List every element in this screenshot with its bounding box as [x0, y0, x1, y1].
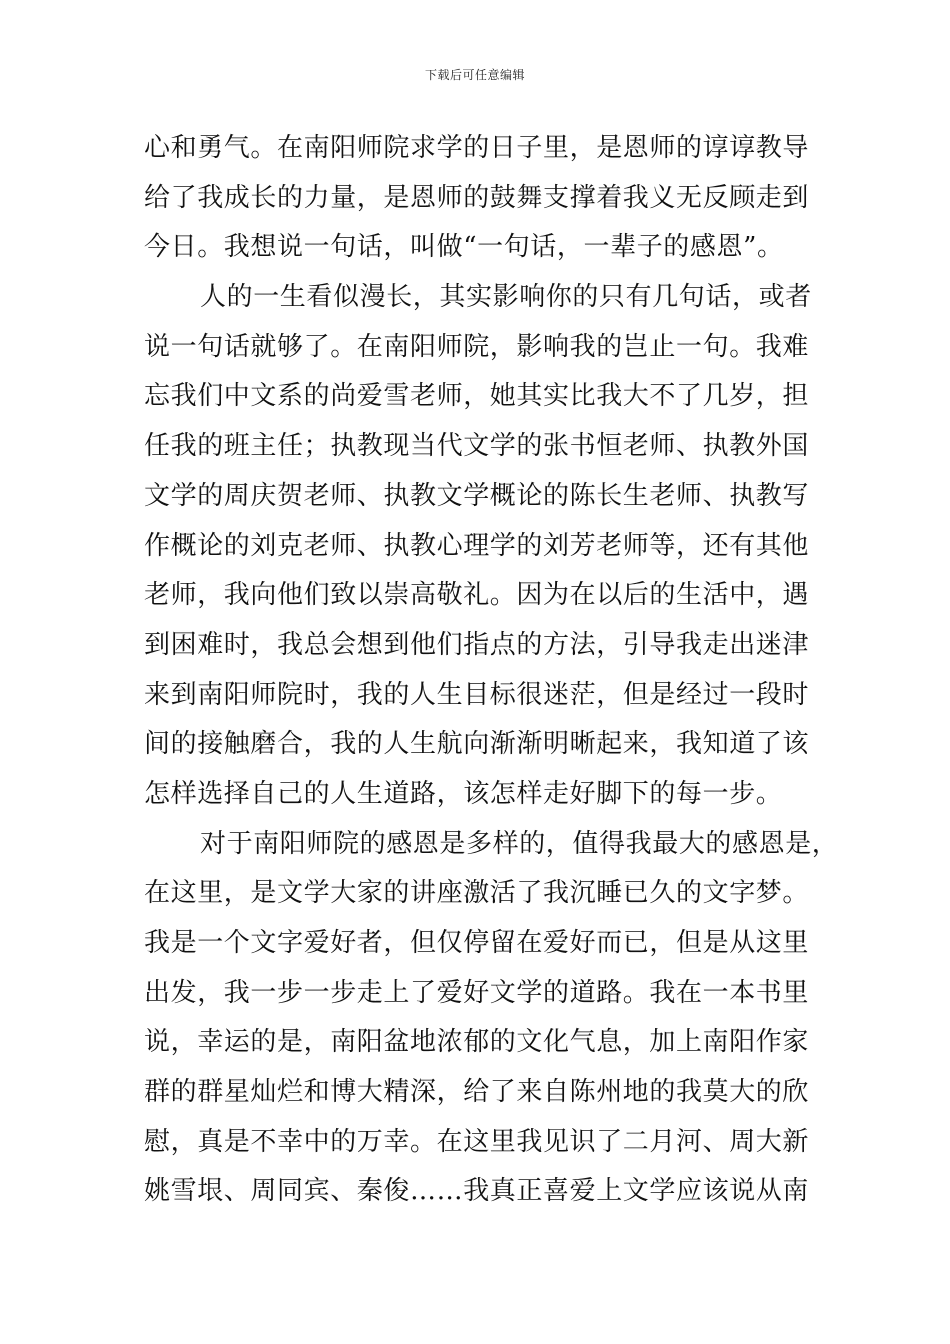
- text-line: 我是一个文字爱好者，但仅停留在爱好而已，但是从这里: [144, 928, 810, 958]
- text-line: 作概论的刘克老师、执教心理学的刘芳老师等，还有其他: [144, 530, 810, 561]
- text-line: 今日。我想说一句话，叫做“一句话，一辈子的感恩”。: [144, 232, 784, 263]
- body-text: [144, 124, 839, 1217]
- text-line: 对于南阳师院的感恩是多样的，值得我最大的感恩是，: [200, 828, 839, 859]
- text-line: 间的接触磨合，我的人生航向渐渐明晰起来，我知道了该: [144, 729, 810, 760]
- text-line: 心和勇气。在南阳师院求学的日子里，是恩师的谆谆教导: [144, 133, 810, 163]
- page-header: 下载后可任意编辑: [424, 68, 525, 82]
- text-line: 任我的班主任；执教现当代文学的张书恒老师、执教外国: [144, 431, 810, 462]
- text-line: 人的一生看似漫长，其实影响你的只有几句话，或者: [200, 282, 812, 313]
- text-line: 怎样选择自己的人生道路，该怎样走好脚下的每一步。: [144, 778, 783, 809]
- text-line: 说，幸运的是，南阳盆地浓郁的文化气息，加上南阳作家: [144, 1027, 810, 1058]
- text-line: 在这里，是文学大家的讲座激活了我沉睡已久的文字梦。: [144, 878, 810, 909]
- text-line: 来到南阳师院时，我的人生目标很迷茫，但是经过一段时: [144, 679, 810, 710]
- text-line: 说一句话就够了。在南阳师院，影响我的岂止一句。我难: [144, 331, 810, 362]
- text-line: 给了我成长的力量，是恩师的鼓舞支撑着我义无反顾走到: [144, 182, 810, 213]
- text-line: 姚雪垠、周同宾、秦俊……我真正喜爱上文学应该说从南: [144, 1176, 810, 1207]
- text-line: 文学的周庆贺老师、执教文学概论的陈长生老师、执教写: [144, 480, 810, 511]
- text-line: 到困难时，我总会想到他们指点的方法，引导我走出迷津: [144, 629, 810, 660]
- text-line: 出发，我一步一步走上了爱好文学的道路。我在一本书里: [144, 977, 810, 1008]
- text-line: 群的群星灿烂和博大精深，给了来自陈州地的我莫大的欣: [144, 1077, 810, 1108]
- text-line: 老师，我向他们致以崇高敬礼。因为在以后的生活中，遇: [144, 580, 810, 611]
- text-line: 忘我们中文系的尚爱雪老师，她其实比我大不了几岁，担: [144, 381, 810, 412]
- text-line: 慰，真是不幸中的万幸。在这里我见识了二月河、周大新: [144, 1126, 810, 1157]
